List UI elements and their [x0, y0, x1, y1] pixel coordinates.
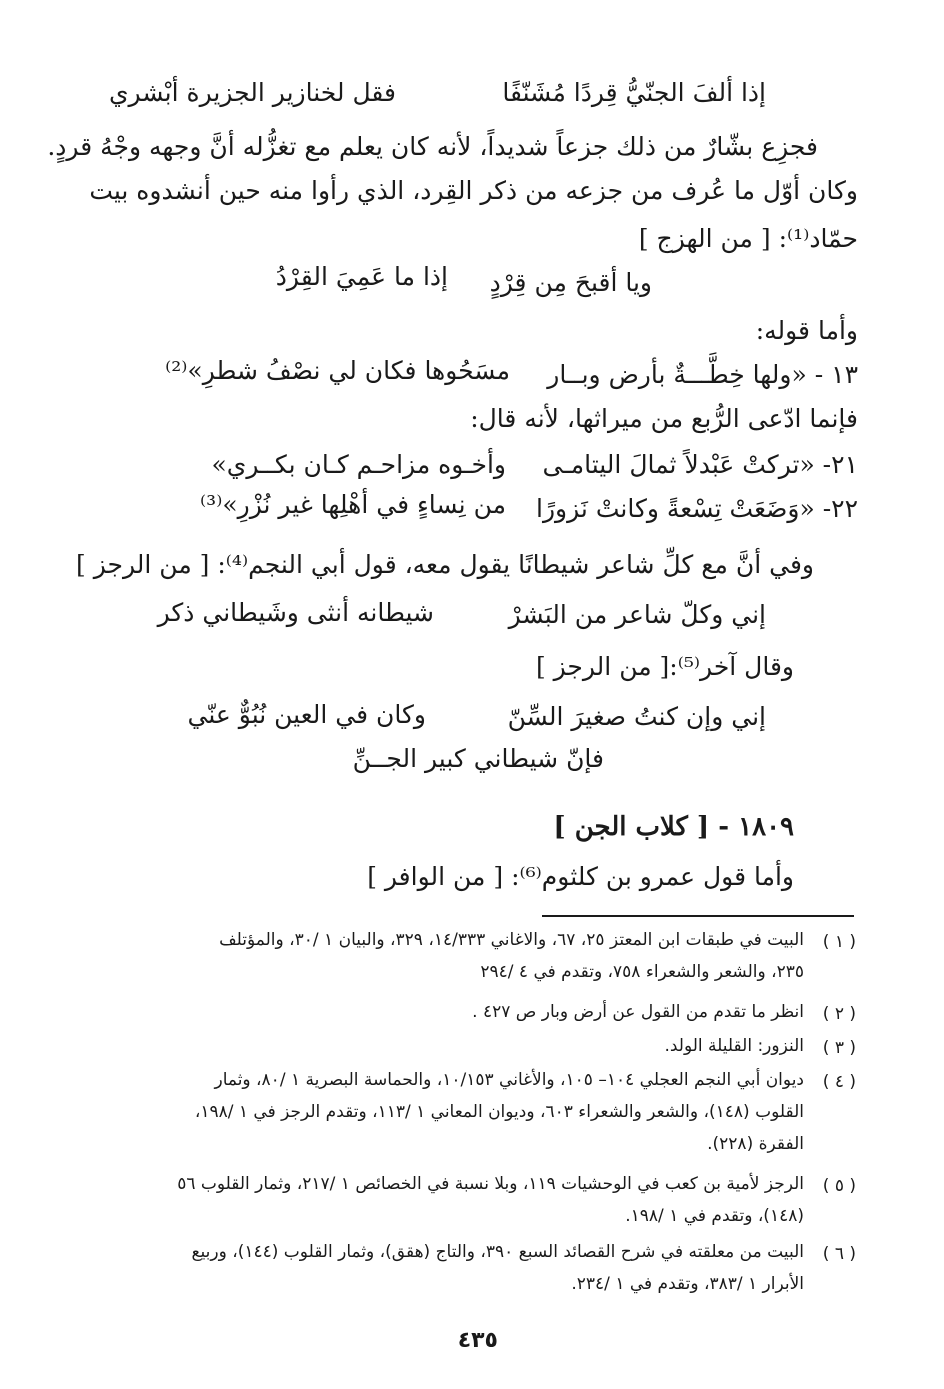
verse-22-first-hemistich: ٢٢- «وَضَعَتْ تِسْعةً وكانتْ نَزورًا [536, 494, 858, 523]
verse-13-first-hemistich: ١٣ - «ولها خِطَّـــةٌ بأرض وبــار [547, 360, 858, 389]
verse-13-second-hemistich: مسَحُوها فكان لي نصْفُ شطرِ»⁽²⁾ [165, 356, 510, 385]
prose-line: حمّاد⁽¹⁾: [ من الهزج ] [638, 224, 858, 253]
verse-2-second-hemistich: إذا ما عَمِيَ القِرْدُ [275, 262, 448, 291]
prose-line: وأما قوله: [755, 316, 858, 345]
verse-abi-najm-first-hemistich: إني وكلّ شاعر من البَشرْ [508, 600, 766, 629]
footnote-divider [542, 915, 854, 917]
prose-line: وقال آخر⁽⁵⁾:[ من الرجز ] [535, 652, 794, 681]
footnote-text: (١٤٨)، وتقدم في ١ /١٩٨. [625, 1206, 804, 1226]
prose-line: فإنما ادّعى الرُّبع من ميراثها، لأنه قال: [470, 404, 858, 433]
footnote-text: القلوب (١٤٨)، والشعر والشعراء ٦٠٣، وديوان المعاني ١ /١١٣، وتقدم الرجز في ١ /١٩٨، [194, 1102, 804, 1122]
footnote-text: ٢٣٥، والشعر والشعراء ٧٥٨، وتقدم في ٤ /٢٩٤ [480, 962, 804, 982]
verse-abi-najm-second-hemistich: شيطانه أنثى وشَيطاني ذكر [157, 598, 434, 627]
verse-1-first-hemistich: إذا ألفَ الجنّيُّ قِردًا مُشَنّفًا [502, 78, 766, 107]
page-number: ٤٣٥ [457, 1328, 498, 1353]
footnote-marker: ( ٦ ) [822, 1244, 856, 1264]
verse-2-first-hemistich: ويا أقبحَ مِن قِرْدٍ [489, 268, 652, 297]
prose-line: وكان أوّل ما عُرف من جزعه من ذكر القِرد، الذي رأوا منه حين أنشدوه بيت [89, 176, 858, 205]
prose-line: وأما قول عمرو بن كلثوم⁽⁶⁾: [ من الوافر ] [367, 862, 794, 891]
verse-1-second-hemistich: فقل لخنازير الجزيرة أبْشري [108, 78, 396, 107]
footnote-text: الرجز لأمية بن كعب في الوحشيات ١١٩، وبلا نسبة في الخصائص ١ /٢١٧، وثمار القلوب ٥٦ [177, 1174, 804, 1194]
footnote-text: الأبرار ١ /٣٨٣، وتقدم في ١ /٢٣٤. [571, 1274, 804, 1294]
verse-22-second-hemistich: من نِساءٍ في أهْلِها غير نُزْرِ»⁽³⁾ [200, 490, 506, 519]
footnote-marker: ( ٣ ) [822, 1038, 856, 1058]
verse-21-first-hemistich: ٢١- «تركتْ عَبْدلاً ثمالَ اليتامـى [542, 450, 858, 479]
footnote-text: الفقرة (٢٢٨). [707, 1134, 804, 1154]
footnote-text: ديوان أبي النجم العجلي ١٠٤– ١٠٥، والأغاني ١٠/١٥٣، والحماسة البصرية ١ /٨٠، وثمار [214, 1070, 804, 1090]
footnote-marker: ( ٤ ) [822, 1072, 856, 1092]
prose-line: وفي أنَّ مع كلِّ شاعر شيطانًا يقول معه، قول أبي النجم⁽⁴⁾: [ من الرجز ] [76, 550, 814, 579]
prose-line: فجزِع بشّارٌ من ذلك جزعاً شديداً، لأنه كان يعلم مع تغزُّله أنَّ وجهه وجْهُ قردٍ. [47, 132, 818, 161]
footnote-text: انظر ما تقدم من القول عن أرض وبار ص ٤٢٧ . [472, 1002, 804, 1022]
verse-21-second-hemistich: وأخـوه مزاحـم كـان بكــري» [211, 450, 506, 479]
verse-7-first-hemistich: إني وإن كنتُ صغيرَ السِّنّ [507, 702, 766, 731]
footnote-marker: ( ٢ ) [822, 1004, 856, 1024]
footnote-marker: ( ٥ ) [822, 1176, 856, 1196]
footnote-text: البيت من معلقته في شرح القصائد السبع ٣٩٠، والتاج (هقق)، وثمار القلوب (١٤٤)، وربيع [191, 1242, 804, 1262]
footnote-text: النزور: القليلة الولد. [664, 1036, 804, 1056]
footnote-text: البيت في طبقات ابن المعتز ٢٥، ٦٧، والاغاني ١٤/٣٣٣، ٣٢٩، والبيان ١ /٣٠، والمؤتلف [219, 930, 804, 950]
footnote-marker: ( ١ ) [822, 932, 856, 952]
verse-7-second-hemistich: وكان في العين نُبُوٌّ عنّي [187, 700, 426, 729]
section-heading: ١٨٠٩ - [ كلاب الجن ] [553, 812, 794, 842]
verse-7-third-line: فإنّ شيطاني كبير الجــنِّ [352, 744, 604, 773]
